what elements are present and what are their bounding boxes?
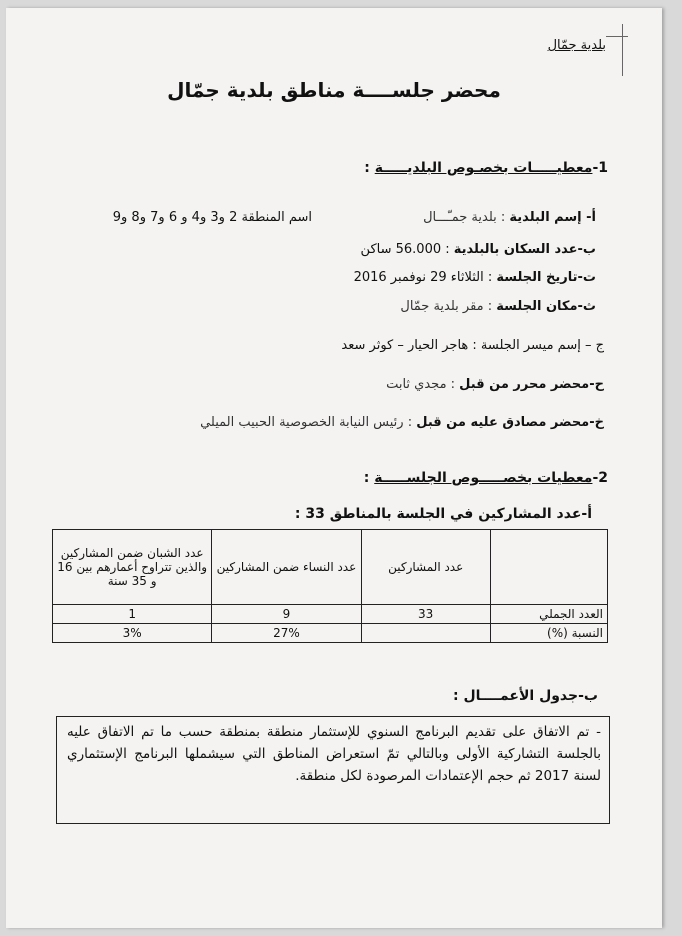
- table-row: [53, 624, 608, 643]
- page-fold-mark-horizontal: [606, 36, 628, 37]
- table-cell: 33: [361, 605, 490, 624]
- document-page: [6, 8, 662, 928]
- section2-heading-text: معطيات بخصـــــوص الجلســـــة: [374, 470, 593, 486]
- table-cell: 3%: [53, 624, 212, 643]
- municipality-name-row: [423, 210, 596, 225]
- population-value: : 56.000 ساكن: [360, 242, 454, 257]
- population-row: [361, 242, 596, 257]
- approved-by-value: : رئيس النيابة الخصوصية الحبيب الميلي: [200, 415, 417, 430]
- table-header-row: [53, 530, 608, 605]
- minutes-writer-label: ح-محضر محرر من قبل: [459, 377, 604, 392]
- session-date-value: : الثلاثاء 29 نوفمبر 2016: [353, 270, 497, 285]
- municipality-name-value: : بلدية جمـّـــال: [423, 210, 510, 225]
- section2-heading-colon: :: [363, 470, 375, 486]
- section1-heading: [364, 160, 608, 176]
- table-cell: 27%: [212, 624, 361, 643]
- participants-table: [52, 529, 608, 643]
- facilitator-label: ج – إسم ميسر الجلسة: [480, 338, 604, 353]
- session-place-row: [400, 299, 596, 314]
- table-header-cell: [490, 530, 607, 605]
- approved-by-label: خ-محضر مصادق عليه من قبل: [416, 415, 604, 430]
- section2-heading: [364, 470, 608, 486]
- zones-label: اسم المنطقة 2 و3 و4 و 6 و7 و8 و9: [112, 210, 312, 225]
- table-cell: 1: [53, 605, 212, 624]
- minutes-writer-value: : مجدي ثابت: [386, 377, 460, 392]
- session-place-value: : مقر بلدية جمّال: [400, 299, 497, 314]
- agenda-box: [56, 716, 610, 824]
- section1-heading-text: معطيـــــات بخصـوص البلديـــــة: [374, 160, 593, 176]
- table-header-cell: عدد الشبان ضمن المشاركين والذين تتراوح أعمارهم بين 16 و 35 سنة: [53, 530, 212, 605]
- approved-by-row: [200, 415, 604, 430]
- municipality-header: بلدية جمّال: [547, 38, 606, 53]
- table-header-cell: عدد المشاركين: [361, 530, 490, 605]
- session-date-label: ت-تاريخ الجلسة: [496, 270, 596, 285]
- table-cell: 9: [212, 605, 361, 624]
- table-cell: العدد الجملي: [490, 605, 607, 624]
- population-label: ب-عدد السكان بالبلدية: [453, 242, 596, 257]
- page-fold-mark: [622, 24, 623, 76]
- table-row: [53, 605, 608, 624]
- agenda-text: - تم الاتفاق على تقديم البرنامج السنوي للإستثمار منطقة بمنطقة حسب ما تم الاتفاق عليه بالجلسة التشاركية الأولى وبالتالي تمّ استعراض المناطق التي سيشملها البرنامج الإستثماري لسنة 2017 ثم حجم الإعتمادات المرصودة لكل منطقة.: [67, 724, 601, 784]
- table-cell: النسبة (%): [490, 624, 607, 643]
- facilitator-value: : هاجر الحيار – كوثر سعد: [341, 338, 481, 353]
- section1-heading-number: 1-: [592, 160, 608, 176]
- table-header-cell: عدد النساء ضمن المشاركين: [212, 530, 361, 605]
- participants-subheading: أ-عدد المشاركين في الجلسة بالمناطق 33 :: [294, 506, 592, 522]
- municipality-name-label: أ- إسم البلدية: [509, 210, 596, 225]
- session-date-row: [354, 270, 596, 285]
- page-title: محضر جلســــة مناطق بلدية جمّال: [167, 78, 501, 102]
- session-place-label: ث-مكان الجلسة: [496, 299, 596, 314]
- table-cell: [361, 624, 490, 643]
- section2-heading-number: 2-: [592, 470, 608, 486]
- agenda-subheading: ب-جدول الأعمــــال :: [453, 688, 598, 704]
- facilitator-row: [341, 338, 604, 353]
- section1-heading-colon: :: [364, 160, 375, 176]
- minutes-writer-row: [386, 377, 604, 392]
